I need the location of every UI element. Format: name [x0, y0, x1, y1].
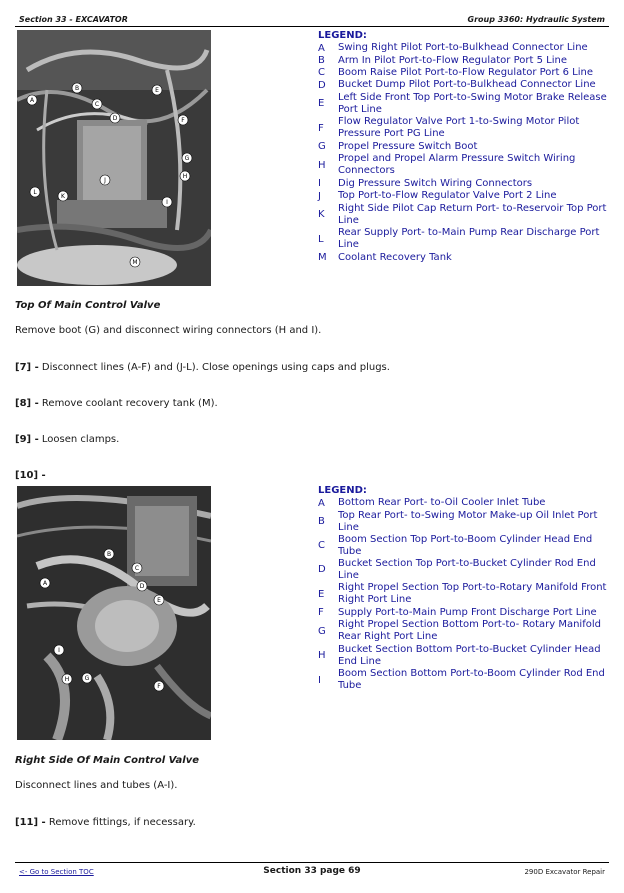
svg-text:K: K [61, 193, 65, 200]
svg-text:L: L [33, 189, 37, 196]
legend-title: LEGEND: [318, 30, 367, 41]
svg-text:G: G [184, 155, 190, 162]
legend-item-l: L Rear Supply Port- to-Main Pump Rear Discharge Port Line [318, 227, 600, 251]
legend-item-g: G Propel Pressure Switch Boot [318, 140, 478, 153]
callout-d [110, 113, 120, 123]
callout-i [162, 197, 172, 207]
callout-j [100, 175, 110, 185]
svg-text:E: E [157, 597, 161, 604]
svg-text:C: C [94, 101, 100, 108]
page-number: Section 33 page 69 [263, 866, 361, 876]
legend-item-g: G Right Propel Section Bottom Port-to- Rotary Manifold Rear Right Port Line [318, 619, 601, 643]
callout-h [180, 171, 190, 181]
callout-i [54, 645, 64, 655]
callout-g [82, 673, 92, 683]
svg-text:H: H [182, 173, 188, 180]
instruction-remove-boot: Remove boot (G) and disconnect wiring connectors (H and I). [15, 325, 322, 336]
legend-item-a: A Bottom Rear Port- to-Oil Cooler Inlet Tube [318, 497, 546, 509]
legend-title: LEGEND: [318, 485, 367, 496]
svg-text:D: D [139, 583, 145, 590]
step-7: [7] - Disconnect lines (A-F) and (J-L). Close openings using caps and plugs. [15, 362, 390, 373]
legend-item-i: I Boom Section Bottom Port-to-Boom Cylinder Rod End Tube [318, 668, 605, 692]
svg-text:F: F [181, 117, 185, 124]
figure-2-caption: Right Side Of Main Control Valve [15, 755, 200, 766]
callout-c [132, 563, 142, 573]
callout-m [130, 257, 140, 267]
svg-text:F: F [157, 683, 161, 690]
legend-item-f: F Supply Port-to-Main Pump Front Discharge Port Line [318, 606, 597, 619]
legend-item-j: J Top Port-to-Flow Regulator Valve Port 2 Line [318, 190, 557, 202]
callout-e [152, 85, 162, 95]
figure-1-caption: Top Of Main Control Valve [15, 300, 161, 311]
svg-text:B: B [106, 551, 112, 558]
svg-text:B: B [74, 85, 80, 92]
callout-c [92, 99, 102, 109]
group-header: Group 3360: Hydraulic System [467, 15, 605, 24]
legend-item-f: F Flow Regulator Valve Port 1-to-Swing Motor Pilot Pressure Port PG Line [318, 116, 580, 140]
callout-f [178, 115, 188, 125]
svg-text:M: M [132, 259, 138, 266]
svg-text:D: D [112, 115, 118, 122]
legend-item-m: M Coolant Recovery Tank [318, 251, 452, 264]
legend-item-k: K Right Side Pilot Cap Return Port- to-Reservoir Top Port Line [318, 202, 607, 226]
callout-a [27, 95, 37, 105]
callout-b [104, 549, 114, 559]
instruction-disconnect-lines: Disconnect lines and tubes (A-I). [15, 780, 178, 791]
callout-a [40, 578, 50, 588]
svg-text:I: I [166, 199, 168, 206]
go-to-section-toc-link[interactable]: <- Go to Section TOC [19, 868, 94, 876]
legend-item-b: B Top Rear Port- to-Swing Motor Make-up Oil Inlet Port Line [318, 509, 598, 533]
footer-divider [15, 862, 609, 863]
callout-f [154, 681, 164, 691]
figure-2-legend [318, 485, 610, 693]
legend-item-b: B Arm In Pilot Port-to-Flow Regulator Port 5 Line [318, 54, 567, 67]
legend-item-c: C Boom Raise Pilot Port-to-Flow Regulator Port 6 Line [318, 66, 594, 79]
step-9: [9] - Loosen clamps. [15, 434, 120, 445]
callout-b [72, 83, 82, 93]
legend-item-d: D Bucket Section Top Port-to-Bucket Cylinder Rod End Line [318, 557, 596, 581]
step-8: [8] - Remove coolant recovery tank (M). [15, 398, 218, 409]
callout-k [58, 191, 68, 201]
legend-item-h: H Propel and Propel Alarm Pressure Switch Wiring Connectors [318, 153, 576, 177]
callout-d [137, 581, 147, 591]
legend-item-c: C Boom Section Top Port-to-Boom Cylinder Head End Tube [318, 533, 593, 557]
callout-l [30, 187, 40, 197]
figure-1-legend [318, 30, 610, 264]
callout-g [182, 153, 192, 163]
legend-item-e: E Left Side Front Top Port-to-Swing Motor Brake Release Port Line [318, 91, 607, 115]
legend-item-e: E Right Propel Section Top Port-to-Rotary Manifold Front Right Port Line [318, 582, 607, 606]
callout-e [154, 595, 164, 605]
step-10: [10] - [15, 470, 46, 481]
document-title: 290D Excavator Repair [524, 868, 605, 876]
header-divider [15, 26, 609, 27]
svg-text:H: H [64, 676, 70, 683]
svg-text:J: J [104, 177, 106, 184]
svg-text:A: A [29, 97, 35, 104]
svg-text:E: E [155, 87, 159, 94]
figure-2-photo [17, 486, 211, 740]
svg-text:A: A [42, 580, 48, 587]
legend-item-i: I Dig Pressure Switch Wiring Connectors [318, 177, 533, 190]
callout-h [62, 674, 72, 684]
legend-item-d: D Bucket Dump Pilot Port-to-Bulkhead Connector Line [318, 79, 596, 91]
section-header: Section 33 - EXCAVATOR [19, 15, 128, 24]
legend-item-h: H Bucket Section Bottom Port-to-Bucket Cylinder Head End Line [318, 643, 601, 667]
legend-item-a: A Swing Right Pilot Port-to-Bulkhead Connector Line [318, 42, 588, 54]
figure-1-photo [17, 30, 211, 286]
svg-text:I: I [58, 647, 60, 654]
svg-text:G: G [84, 675, 90, 682]
step-11: [11] - Remove fittings, if necessary. [15, 817, 196, 828]
svg-text:C: C [134, 565, 140, 572]
